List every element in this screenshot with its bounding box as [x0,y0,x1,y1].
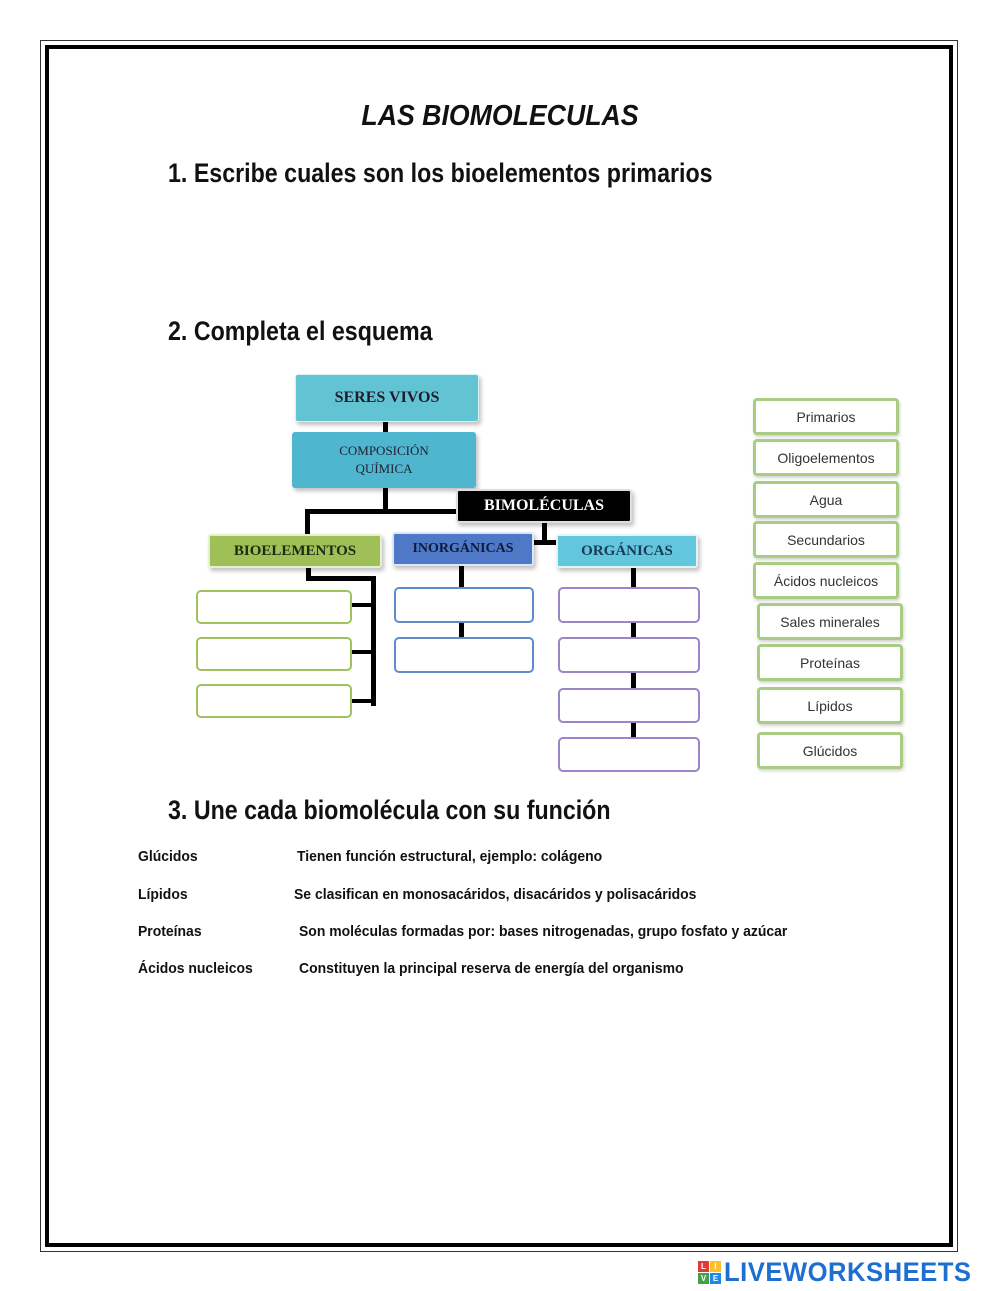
node-bioelementos: BIOELEMENTOS [208,534,382,568]
node-seres-vivos: SERES VIVOS [295,374,479,422]
word-bank-proteinas[interactable]: Proteínas [757,644,903,681]
word-bank-agua[interactable]: Agua [753,481,899,518]
node-composicion-quimica [292,432,476,488]
match-left-lipidos[interactable]: Lípidos [138,886,188,903]
organicas-answer-slot[interactable] [558,737,700,772]
bioelementos-answer-slot[interactable] [196,590,352,624]
word-bank-primarios[interactable]: Primarios [753,398,899,435]
match-right-bases-nitrogenadas[interactable]: Son moléculas formadas por: bases nitrogenadas, grupo fosfato y azúcar [299,923,788,940]
logo-mark-cell: I [710,1261,721,1272]
connector-line [306,576,376,581]
question-1: 1. Escribe cuales son los bioelementos primarios [168,158,713,188]
word-bank-secundarios[interactable]: Secundarios [753,521,899,558]
connector-line [631,568,636,588]
logo-mark-cell: V [698,1273,709,1284]
connector-line [631,622,636,637]
composicion-line-1: COMPOSICIÓN [339,443,429,459]
composicion-line-2: QUÍMICA [355,461,413,476]
match-left-glucidos[interactable]: Glúcidos [138,848,198,865]
match-left-acidos-nucleicos[interactable]: Ácidos nucleicos [138,960,253,977]
organicas-answer-slot[interactable] [558,637,700,673]
question-3: 3. Une cada biomolécula con su función [168,795,611,825]
match-right-estructural[interactable]: Tienen función estructural, ejemplo: colágeno [297,848,603,865]
connector-line [305,509,310,535]
match-left-proteinas[interactable]: Proteínas [138,923,202,940]
logo-mark-cell: E [710,1273,721,1284]
worksheet-title: LAS BIOMOLECULAS [361,100,639,132]
question-2: 2. Completa el esquema [168,316,433,346]
connector-line [631,722,636,737]
match-right-clasificacion[interactable]: Se clasifican en monosacáridos, disacáridos y polisacáridos [294,886,697,903]
word-bank-sales-minerales[interactable]: Sales minerales [757,603,903,640]
connector-line [305,509,457,514]
brand-name: LIVEWORKSHEETS [724,1256,972,1287]
logo-mark-cell: L [698,1261,709,1272]
inorganicas-answer-slot[interactable] [394,637,534,673]
bioelementos-answer-slot[interactable] [196,637,352,671]
word-bank-lipidos[interactable]: Lípidos [757,687,903,724]
connector-line [459,566,464,587]
word-bank-acidos-nucleicos[interactable]: Ácidos nucleicos [753,562,899,599]
connector-line [350,699,374,703]
node-inorganicas: INORGÁNICAS [392,532,534,566]
connector-line [371,576,376,706]
logo-mark-icon [698,1261,721,1284]
word-bank-glucidos[interactable]: Glúcidos [757,732,903,769]
connector-line [534,540,556,545]
match-right-reserva-energia[interactable]: Constituyen la principal reserva de energía del organismo [299,960,684,977]
connector-line [459,623,464,637]
bioelementos-answer-slot[interactable] [196,684,352,718]
word-bank-oligoelementos[interactable]: Oligoelementos [753,439,899,476]
inorganicas-answer-slot[interactable] [394,587,534,623]
connector-line [350,650,374,654]
liveworksheets-logo [698,1254,985,1290]
node-biomoleculas: BIMOLÉCULAS [456,489,632,523]
connector-line [350,603,374,607]
node-organicas: ORGÁNICAS [556,534,698,568]
connector-line [631,673,636,688]
organicas-answer-slot[interactable] [558,688,700,723]
organicas-answer-slot[interactable] [558,587,700,623]
